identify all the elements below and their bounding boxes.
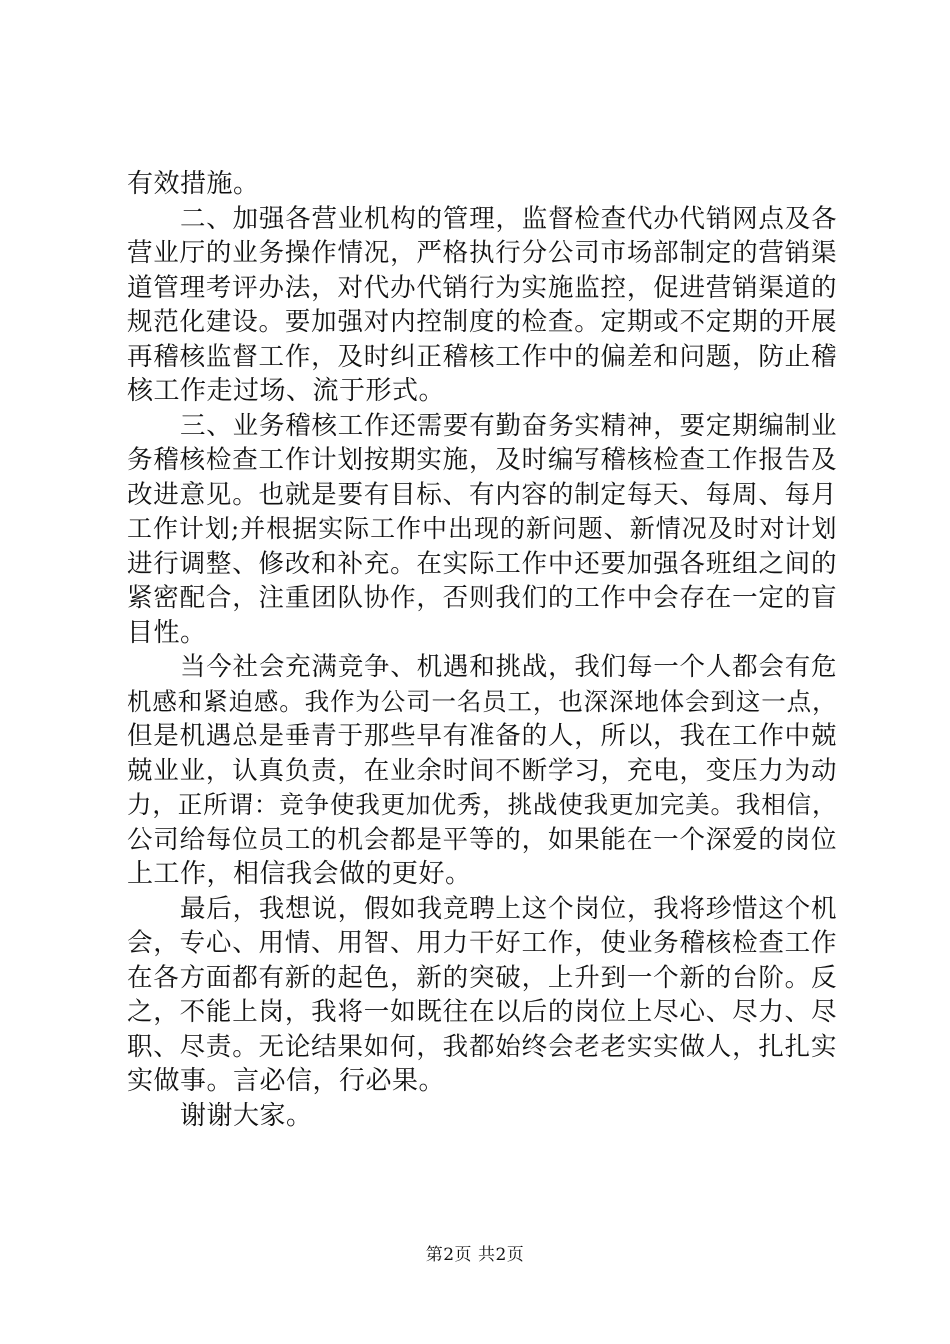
- text-line: 工作计划;并根据实际工作中出现的新问题、新情况及时对计划: [127, 514, 837, 543]
- text-line: 但是机遇总是垂青于那些早有准备的人，所以，我在工作中兢: [127, 721, 837, 751]
- text-line: 务稽核检查工作计划按期实施，及时编写稽核检查工作报告及: [127, 445, 837, 475]
- text-line: 公司给每位员工的机会都是平等的，如果能在一个深爱的岗位: [127, 824, 837, 855]
- text-line: 核工作走过场、流于形式。: [127, 376, 446, 406]
- text-line: 在各方面都有新的起色，新的突破，上升到一个新的台阶。反: [127, 962, 837, 993]
- text-line: 实做事。言必信，行必果。: [127, 1066, 446, 1096]
- text-line: 规范化建设。要加强对内控制度的检查。定期或不定期的开展: [127, 307, 837, 337]
- page-number-footer: 第2页 共2页: [425, 1245, 525, 1265]
- text-line: 营业厅的业务操作情况，严格执行分公司市场部制定的营销渠: [127, 238, 837, 268]
- text-line: 当今社会充满竞争、机遇和挑战，我们每一个人都会有危: [180, 652, 837, 682]
- text-line: 再稽核监督工作，及时纠正稽核工作中的偏差和问题，防止稽: [127, 341, 837, 372]
- text-line: 有效措施。: [127, 169, 260, 199]
- text-line: 之，不能上岗，我将一如既往在以后的岗位上尽心、尽力、尽: [127, 997, 837, 1027]
- text-line: 紧密配合，注重团队协作，否则我们的工作中会存在一定的盲: [127, 583, 837, 613]
- document-body: [127, 167, 837, 1133]
- text-line: 力，正所谓：竞争使我更加优秀，挑战使我更加完美。我相信，: [127, 790, 837, 819]
- text-line: 目性。: [127, 617, 207, 648]
- text-line: 兢业业，认真负责，在业余时间不断学习，充电，变压力为动: [127, 755, 837, 786]
- text-line: 会，专心、用情、用智、用力干好工作，使业务稽核检查工作: [127, 928, 837, 958]
- text-line: 进行调整、修改和补充。在实际工作中还要加强各班组之间的: [127, 548, 837, 579]
- text-line: 职、尽责。无论结果如何，我都始终会老老实实做人，扎扎实: [127, 1031, 837, 1062]
- text-line: 改进意见。也就是要有目标、有内容的制定每天、每周、每月: [127, 479, 837, 510]
- text-line: 二、加强各营业机构的管理，监督检查代办代销网点及各: [180, 203, 837, 234]
- text-line: 谢谢大家。: [180, 1100, 313, 1131]
- text-line: 上工作，相信我会做的更好。: [127, 859, 472, 889]
- text-line: 机感和紧迫感。我作为公司一名员工，也深深地体会到这一点，: [127, 686, 837, 716]
- text-line: 三、业务稽核工作还需要有勤奋务实精神，要定期编制业: [180, 410, 837, 441]
- text-line: 最后，我想说，假如我竞聘上这个岗位，我将珍惜这个机: [180, 893, 837, 924]
- text-line: 道管理考评办法，对代办代销行为实施监控，促进营销渠道的: [127, 272, 837, 303]
